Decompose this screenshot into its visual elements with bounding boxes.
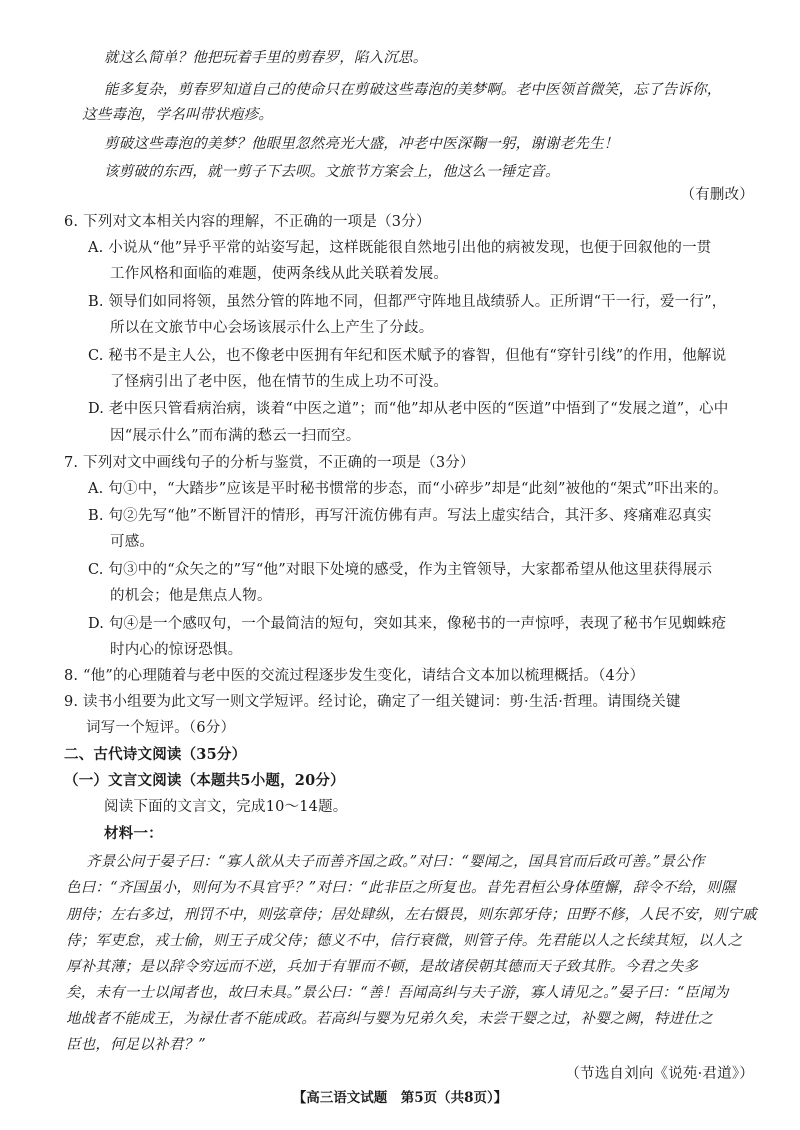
q6-option-a: A. 小说从“他”异乎平常的站姿写起，这样既能很自然地引出他的病被发现，也便于回叙他的一贯: [88, 240, 712, 256]
q6-option-b: B. 领导们如同将领，虽然分管的阵地不同，但都严守阵地且战绩骄人。正所谓“干一行，爱一行”，: [88, 294, 727, 310]
q7-option-a: A. 句①中，“大踏步”应该是平时秘书惯常的步态，而“小碎步”却是“此刻”被他的“架式”吓出来的。: [88, 481, 728, 497]
classical-line-4: 侍；军吏怠，戎士偷，则王子成父侍；德义不中，信行衰微，则管子侍。先君能以人之长续其短，以人之: [66, 933, 743, 949]
q7-stem: 7. 下列对文中画线句子的分析与鉴赏，不正确的一项是（3分）: [64, 455, 475, 471]
material-label: 材料一：: [104, 825, 163, 842]
story-line-5: 该剪破的东西，就一剪子下去呗。文旅节方案会上，他这么一锤定音。: [104, 164, 560, 180]
q6-option-d: D. 老中医只管看病治病，谈着“中医之道”；而“他”却从老中医的“医道”中悟到了“发展之道”，心中: [88, 401, 729, 417]
q6-option-a-cont: 工作风格和面临的难题，使两条线从此关联着发展。: [110, 266, 449, 282]
q7-option-c-cont: 的机会；他是焦点人物。: [110, 588, 272, 604]
section-2-title: 二、古代诗文阅读（35分）: [64, 746, 247, 763]
q7-option-b-cont: 可感。: [110, 534, 155, 550]
page-footer: 【高三语文试题 第5页（共8页）】: [292, 1090, 508, 1106]
story-line-3: 这些毒泡，学名叫带状疱疹。: [82, 107, 274, 123]
q7-option-d-cont: 时内心的惊讶恐惧。: [110, 642, 243, 658]
q6-option-c-cont: 了怪病引出了老中医，他在情节的生成上功不可没。: [110, 374, 449, 390]
q6-option-b-cont: 所以在文旅节中心会场该展示什么上产生了分歧。: [110, 320, 434, 336]
section-2-subtitle: （一）文言文阅读（本题共5小题，20分）: [64, 772, 345, 789]
q7-option-d: D. 句④是一个感叹句，一个最简洁的短句，突如其来，像秘书的一声惊呼，表现了秘书乍见蜘蛛疮: [88, 616, 727, 632]
classical-line-2: 色曰：“齐国虽小，则何为不具官乎？”对曰：“此非臣之所复也。昔先君桓公身体堕懈，辞令不给，则隰: [66, 880, 736, 896]
story-line-4: 剪破这些毒泡的美梦？他眼里忽然亮光大盛，冲老中医深鞠一躬，谢谢老先生！: [104, 136, 619, 152]
q6-option-d-cont: 因“展示什么”而布满的愁云一扫而空。: [110, 428, 361, 444]
classical-line-1: 齐景公问于晏子曰：“寡人欲从夫子而善齐国之政。”对曰：“婴闻之，国具官而后政可善。”景公作: [86, 854, 705, 870]
classical-line-8: 臣也，何足以补君？”: [66, 1037, 206, 1053]
story-line-2: 能多复杂，剪春罗知道自己的使命只在剪破这些毒泡的美梦啊。老中医领首微笑，忘了告诉你，: [104, 82, 722, 98]
q8-stem: 8. “他”的心理随着与老中医的交流过程逐步发生变化，请结合文本加以梳理概括。（4分）: [64, 668, 645, 684]
q9-stem: 9. 读书小组要为此文写一则文学短评。经讨论，确定了一组关键词：剪·生活·哲理。请围绕关键: [64, 694, 681, 710]
q7-option-b: B. 句②先写“他”不断冒汗的情形，再写汗流仿佛有声。写法上虚实结合，其汗多、疼痛难忍真实: [88, 508, 712, 524]
q7-option-c: C. 句③中的“众矢之的”写“他”对眼下处境的感受，作为主管领导，大家都希望从他这里获得展示: [88, 562, 713, 578]
source-note: （有删改）: [680, 187, 754, 203]
classical-line-5: 厚补其薄；是以辞令穷远而不逆，兵加于有罪而不顿，是故诸侯朝其德而天子致其胙。今君之失多: [66, 959, 699, 975]
classical-line-7: 地战者不能成王，为禄仕者不能成政。若高纠与婴为兄弟久矣，未尝干婴之过，补婴之阙，特进仕之: [66, 1011, 713, 1027]
q6-option-c: C. 秘书不是主人公，也不像老中医拥有年纪和医术赋予的睿智，但他有“穿针引线”的作用，他解说: [88, 348, 727, 364]
classical-line-6: 矣，未有一士以闻者也，故曰未具。”景公曰：“善！吾闻高纠与夫子游，寡人请见之。”晏子曰：“臣闻为: [66, 985, 729, 1001]
classical-citation: （节选自刘向《说苑·君道》）: [565, 1066, 754, 1082]
q9-stem-cont: 词写一个短评。（6分）: [86, 720, 236, 736]
story-line-1: 就这么简单？他把玩着手里的剪春罗，陷入沉思。: [104, 50, 428, 66]
section-2-instruction: 阅读下面的文言文，完成10～14题。: [104, 799, 348, 815]
classical-line-3: 朋侍；左右多过，刑罚不中，则弦章侍；居处肆纵，左右慑畏，则东郭牙侍；田野不修，人民不安，则宁戚: [66, 907, 757, 923]
q6-stem: 6. 下列对文本相关内容的理解，不正确的一项是（3分）: [64, 214, 431, 230]
